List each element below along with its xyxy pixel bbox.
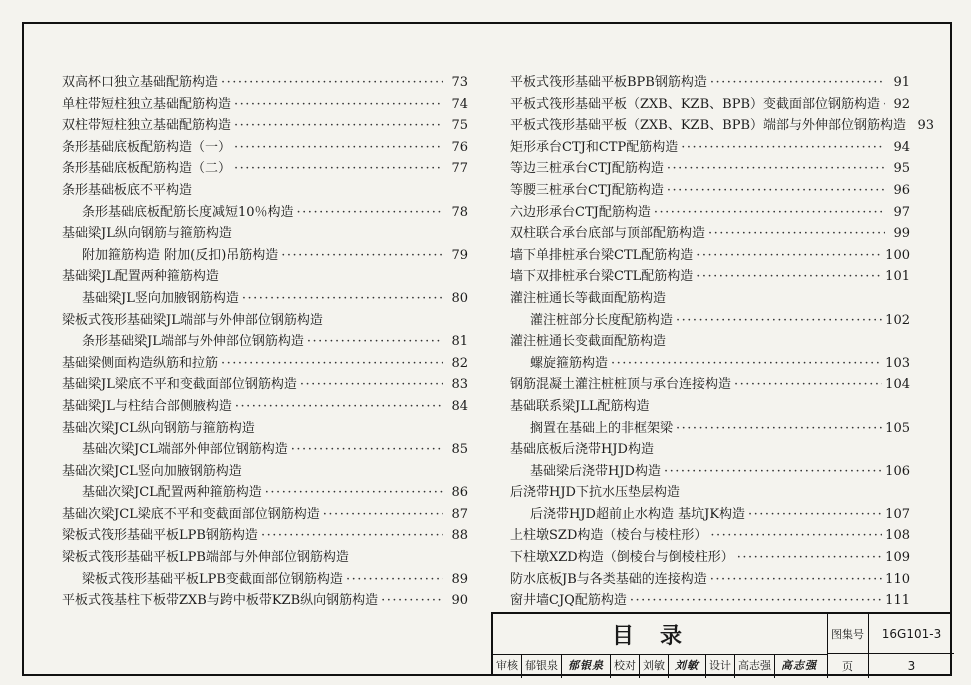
toc-entry — [510, 115, 934, 137]
toc-entry-title: 六边形承台CTJ配筋构造 — [510, 204, 651, 220]
toc-leader-dots — [221, 72, 443, 94]
toc-entry-title: 基础梁后浇带HJD构造 — [530, 463, 661, 479]
toc-leader-dots — [234, 137, 443, 159]
toc-entry — [62, 223, 468, 245]
toc-entry-title: 窗井墙CJQ配筋构造 — [510, 593, 627, 609]
toc-leader-dots — [667, 158, 885, 180]
toc-entry — [62, 374, 468, 396]
toc-entry — [510, 569, 910, 591]
toc-entry-page: 96 — [893, 182, 910, 198]
toc-entry — [510, 482, 910, 504]
toc-entry-page: 78 — [451, 204, 468, 220]
toc-entry-title: 等腰三桩承台CTJ配筋构造 — [510, 182, 664, 198]
toc-leader-dots — [710, 525, 882, 547]
toc-entry-title: 基础梁侧面构造纵筋和拉筋 — [62, 355, 219, 371]
toc-entry — [62, 569, 468, 591]
check-label: 校对 — [611, 654, 640, 678]
toc-entry-title: 条形基础底板配筋构造（一） — [62, 139, 232, 155]
toc-entry-title: 基础梁JL竖向加腋钢筋构造 — [82, 290, 239, 306]
toc-entry — [510, 266, 910, 288]
toc-entry-title: 基础联系梁JLL配筋构造 — [510, 398, 650, 414]
toc-entry — [510, 137, 910, 159]
toc-entry-page: 97 — [893, 204, 910, 220]
toc-entry-title: 基础次梁JCL梁底不平和变截面部位钢筋构造 — [62, 506, 320, 522]
toc-right-column — [510, 72, 934, 612]
toc-entry-title: 墙下单排桩承台梁CTL配筋构造 — [510, 247, 694, 263]
toc-entry — [510, 245, 910, 267]
toc-entry — [62, 482, 468, 504]
toc-leader-dots — [708, 223, 885, 245]
toc-entry-title: 基础次梁JCL纵向钢筋与箍筋构造 — [62, 420, 255, 436]
atlas-number-label: 图集号 — [827, 614, 869, 654]
toc-entry-page: 82 — [451, 355, 468, 371]
toc-leader-dots — [748, 504, 882, 526]
toc-entry-page: 90 — [451, 593, 468, 609]
toc-entry-title: 条形基础底板配筋构造（二） — [62, 161, 232, 177]
toc-entry — [510, 72, 910, 94]
toc-entry — [510, 374, 910, 396]
toc-leader-dots — [630, 590, 882, 612]
toc-entry-page: 74 — [451, 96, 468, 112]
toc-leader-dots — [265, 482, 443, 504]
toc-entry — [510, 310, 910, 332]
toc-entry — [510, 94, 910, 116]
toc-entry-page: 89 — [451, 571, 468, 587]
toc-entry-title: 双高杯口独立基础配筋构造 — [62, 75, 219, 90]
toc-entry — [510, 202, 910, 224]
toc-entry-title: 单柱带短柱独立基础配筋构造 — [62, 96, 232, 112]
review-label: 审核 — [493, 654, 522, 678]
toc-entry-page: 110 — [885, 571, 910, 587]
toc-entry — [62, 353, 468, 375]
toc-entry — [510, 158, 910, 180]
toc-entry — [62, 245, 468, 267]
toc-entry — [510, 504, 910, 526]
toc-entry-page: 109 — [885, 550, 910, 566]
toc-entry — [510, 590, 910, 612]
toc-entry — [62, 590, 468, 612]
toc-entry-title: 平板式筏形基础平板（ZXB、KZB、BPB）变截面部位钢筋构造 — [510, 96, 880, 112]
signature-row — [493, 654, 828, 678]
toc-entry — [62, 418, 468, 440]
toc-entry-page: 77 — [451, 161, 468, 177]
toc-entry-title: 条形基础底板配筋长度减短10％构造 — [82, 204, 294, 220]
toc-entry — [510, 439, 910, 461]
toc-entry-page: 75 — [451, 118, 468, 134]
toc-entry — [62, 525, 468, 547]
toc-leader-dots — [297, 202, 443, 224]
toc-entry-title: 矩形承台CTJ和CTP配筋构造 — [510, 139, 679, 155]
toc-leader-dots — [676, 310, 882, 332]
toc-entry-title: 防水底板JB与各类基础的连接构造 — [510, 571, 707, 587]
toc-entry — [510, 331, 910, 353]
toc-entry-title: 后浇带HJD超前止水构造 基坑JK构造 — [530, 506, 746, 522]
toc-entry-title: 螺旋箍筋构造 — [530, 355, 609, 371]
toc-leader-dots — [667, 180, 885, 202]
toc-entry — [62, 310, 468, 332]
toc-leader-dots — [234, 115, 443, 137]
design-signature: 高志强 — [781, 659, 817, 672]
toc-entry-title: 墙下双排桩承台梁CTL配筋构造 — [510, 269, 694, 285]
title-block — [491, 612, 952, 676]
toc-leader-dots — [710, 72, 885, 94]
review-signature: 郁银泉 — [562, 654, 611, 678]
toc-leader-dots — [664, 461, 882, 483]
toc-entry-page: 102 — [885, 312, 910, 328]
toc-entry — [510, 223, 910, 245]
toc-entry-title: 灌注桩部分长度配筋构造 — [530, 312, 674, 328]
toc-entry-page: 85 — [451, 442, 468, 458]
toc-entry — [62, 461, 468, 483]
toc-entry-title: 灌注桩通长变截面配筋构造 — [510, 334, 667, 350]
toc-entry-page: 111 — [885, 593, 910, 609]
toc-entry — [510, 288, 910, 310]
toc-entry — [510, 547, 910, 569]
title-block-title: 目录 — [493, 614, 828, 655]
toc-leader-dots — [676, 418, 882, 440]
toc-entry-page: 100 — [885, 247, 910, 263]
toc-entry-page: 104 — [885, 377, 910, 393]
toc-entry-page: 95 — [893, 161, 910, 177]
toc-entry — [510, 180, 910, 202]
toc-entry-page: 86 — [451, 485, 468, 501]
toc-entry — [62, 504, 468, 526]
toc-entry-page: 87 — [451, 506, 468, 522]
toc-leader-dots — [323, 504, 443, 526]
toc-leader-dots — [883, 94, 885, 116]
toc-leader-dots — [734, 374, 882, 396]
toc-entry — [510, 418, 910, 440]
toc-entry-title: 钢筋混凝土灌注桩桩顶与承台连接构造 — [510, 377, 732, 393]
toc-entry-title: 基础梁JL配置两种箍筋构造 — [62, 269, 219, 285]
toc-entry — [62, 331, 468, 353]
toc-entry — [62, 202, 468, 224]
toc-entry — [510, 461, 910, 483]
toc-entry-title: 基础梁JL梁底不平和变截面部位钢筋构造 — [62, 377, 297, 393]
toc-entry-page: 101 — [885, 269, 910, 285]
toc-entry-title: 等边三桩承台CTJ配筋构造 — [510, 161, 664, 177]
toc-entry-page: 91 — [893, 75, 910, 90]
toc-entry-title: 后浇带HJD下抗水压垫层构造 — [510, 485, 680, 501]
check-signature: 刘敏 — [669, 654, 706, 678]
toc-entry-title: 基础次梁JCL端部外伸部位钢筋构造 — [82, 442, 288, 458]
toc-entry-title: 基础次梁JCL配置两种箍筋构造 — [82, 485, 262, 501]
toc-leader-dots — [381, 590, 443, 612]
toc-entry-title: 条形基础梁JL端部与外伸部位钢筋构造 — [82, 334, 304, 350]
toc-entry-title: 双柱联合承台底部与顶部配筋构造 — [510, 226, 706, 242]
review-name: 郁银泉 — [522, 654, 562, 678]
toc-entry-title: 梁板式筏形基础平板LPB变截面部位钢筋构造 — [82, 571, 343, 587]
toc-entry-title: 灌注桩通长等截面配筋构造 — [510, 290, 667, 306]
toc-entry — [62, 180, 468, 202]
toc-entry — [62, 115, 468, 137]
toc-leader-dots — [681, 137, 885, 159]
toc-leader-dots — [696, 245, 882, 267]
toc-leader-dots — [261, 525, 443, 547]
toc-entry-title: 平板式筏形基础平板（ZXB、KZB、BPB）端部与外伸部位钢筋构造 — [510, 118, 906, 134]
toc-entry-title: 基础底板后浇带HJD构造 — [510, 442, 654, 458]
toc-leader-dots — [710, 569, 882, 591]
toc-entry-page: 81 — [451, 334, 468, 350]
toc-leader-dots — [696, 266, 882, 288]
toc-entry — [510, 353, 910, 375]
toc-entry-page: 108 — [885, 528, 910, 544]
toc-entry — [62, 137, 468, 159]
toc-entry — [62, 158, 468, 180]
toc-entry-title: 平板式筏基柱下板带ZXB与跨中板带KZB纵向钢筋构造 — [62, 593, 379, 609]
toc-leader-dots — [221, 353, 443, 375]
toc-entry-title: 下柱墩XZD构造（倒棱台与倒棱柱形） — [510, 550, 734, 566]
toc-entry-page: 88 — [451, 528, 468, 544]
toc-entry-page: 94 — [893, 139, 910, 155]
toc-entry-title: 平板式筏形基础平板BPB钢筋构造 — [510, 75, 707, 90]
toc-entry-page: 79 — [451, 247, 468, 263]
toc-entry-page: 73 — [451, 75, 468, 90]
toc-entry-title: 条形基础板底不平构造 — [62, 182, 193, 198]
toc-entry-page: 99 — [893, 226, 910, 242]
toc-leader-dots — [291, 439, 443, 461]
toc-leader-dots — [307, 331, 443, 353]
toc-entry-page: 103 — [885, 355, 910, 371]
toc-entry — [510, 396, 910, 418]
toc-entry-title: 基础次梁JCL竖向加腋钢筋构造 — [62, 463, 242, 479]
toc-left-column — [62, 72, 468, 612]
toc-entry-page: 84 — [451, 398, 468, 414]
toc-leader-dots — [234, 94, 443, 116]
toc-entry — [62, 72, 468, 94]
atlas-number-value: 16G101-3 — [869, 614, 954, 654]
toc-entry-page: 76 — [451, 139, 468, 155]
toc-leader-dots — [346, 569, 443, 591]
toc-entry-page: 93 — [917, 118, 934, 134]
toc-entry-page: 107 — [885, 506, 910, 522]
toc-entry — [62, 547, 468, 569]
check-name: 刘敏 — [640, 654, 669, 678]
toc-entry-title: 基础梁JL纵向钢筋与箍筋构造 — [62, 226, 232, 242]
toc-leader-dots — [654, 202, 885, 224]
toc-entry-title: 搁置在基础上的非框架梁 — [530, 420, 674, 436]
toc-entry-page: 105 — [885, 420, 910, 436]
toc-leader-dots — [300, 374, 443, 396]
toc-entry-title: 梁板式筏形基础平板LPB钢筋构造 — [62, 528, 258, 544]
toc-entry-page: 80 — [451, 290, 468, 306]
toc-entry-title: 梁板式筏形基础平板LPB端部与外伸部位钢筋构造 — [62, 550, 349, 566]
toc-entry-page: 106 — [885, 463, 910, 479]
toc-entry — [62, 94, 468, 116]
toc-entry-title: 基础梁JL与柱结合部侧腋构造 — [62, 398, 232, 414]
page-label: 页 — [827, 654, 869, 678]
toc-leader-dots — [281, 245, 443, 267]
toc-leader-dots — [737, 547, 882, 569]
toc-entry-title: 双柱带短柱独立基础配筋构造 — [62, 118, 232, 134]
toc-entry-page: 92 — [893, 96, 910, 112]
toc-entry-title: 附加箍筋构造 附加(反扣)吊筋构造 — [82, 247, 279, 263]
page-number: 3 — [907, 659, 916, 673]
toc-entry — [62, 396, 468, 418]
toc-leader-dots — [242, 288, 443, 310]
toc-leader-dots — [234, 158, 443, 180]
design-label: 设计 — [706, 654, 735, 678]
toc-entry — [62, 439, 468, 461]
toc-entry-title: 上柱墩SZD构造（棱台与棱柱形） — [510, 528, 708, 544]
toc-leader-dots — [235, 396, 443, 418]
toc-entry — [62, 288, 468, 310]
toc-entry — [510, 525, 910, 547]
toc-leader-dots — [611, 353, 882, 375]
toc-entry — [62, 266, 468, 288]
toc-entry-page: 83 — [451, 377, 468, 393]
design-name: 高志强 — [735, 654, 775, 678]
toc-entry-title: 梁板式筏形基础梁JL端部与外伸部位钢筋构造 — [62, 312, 323, 328]
